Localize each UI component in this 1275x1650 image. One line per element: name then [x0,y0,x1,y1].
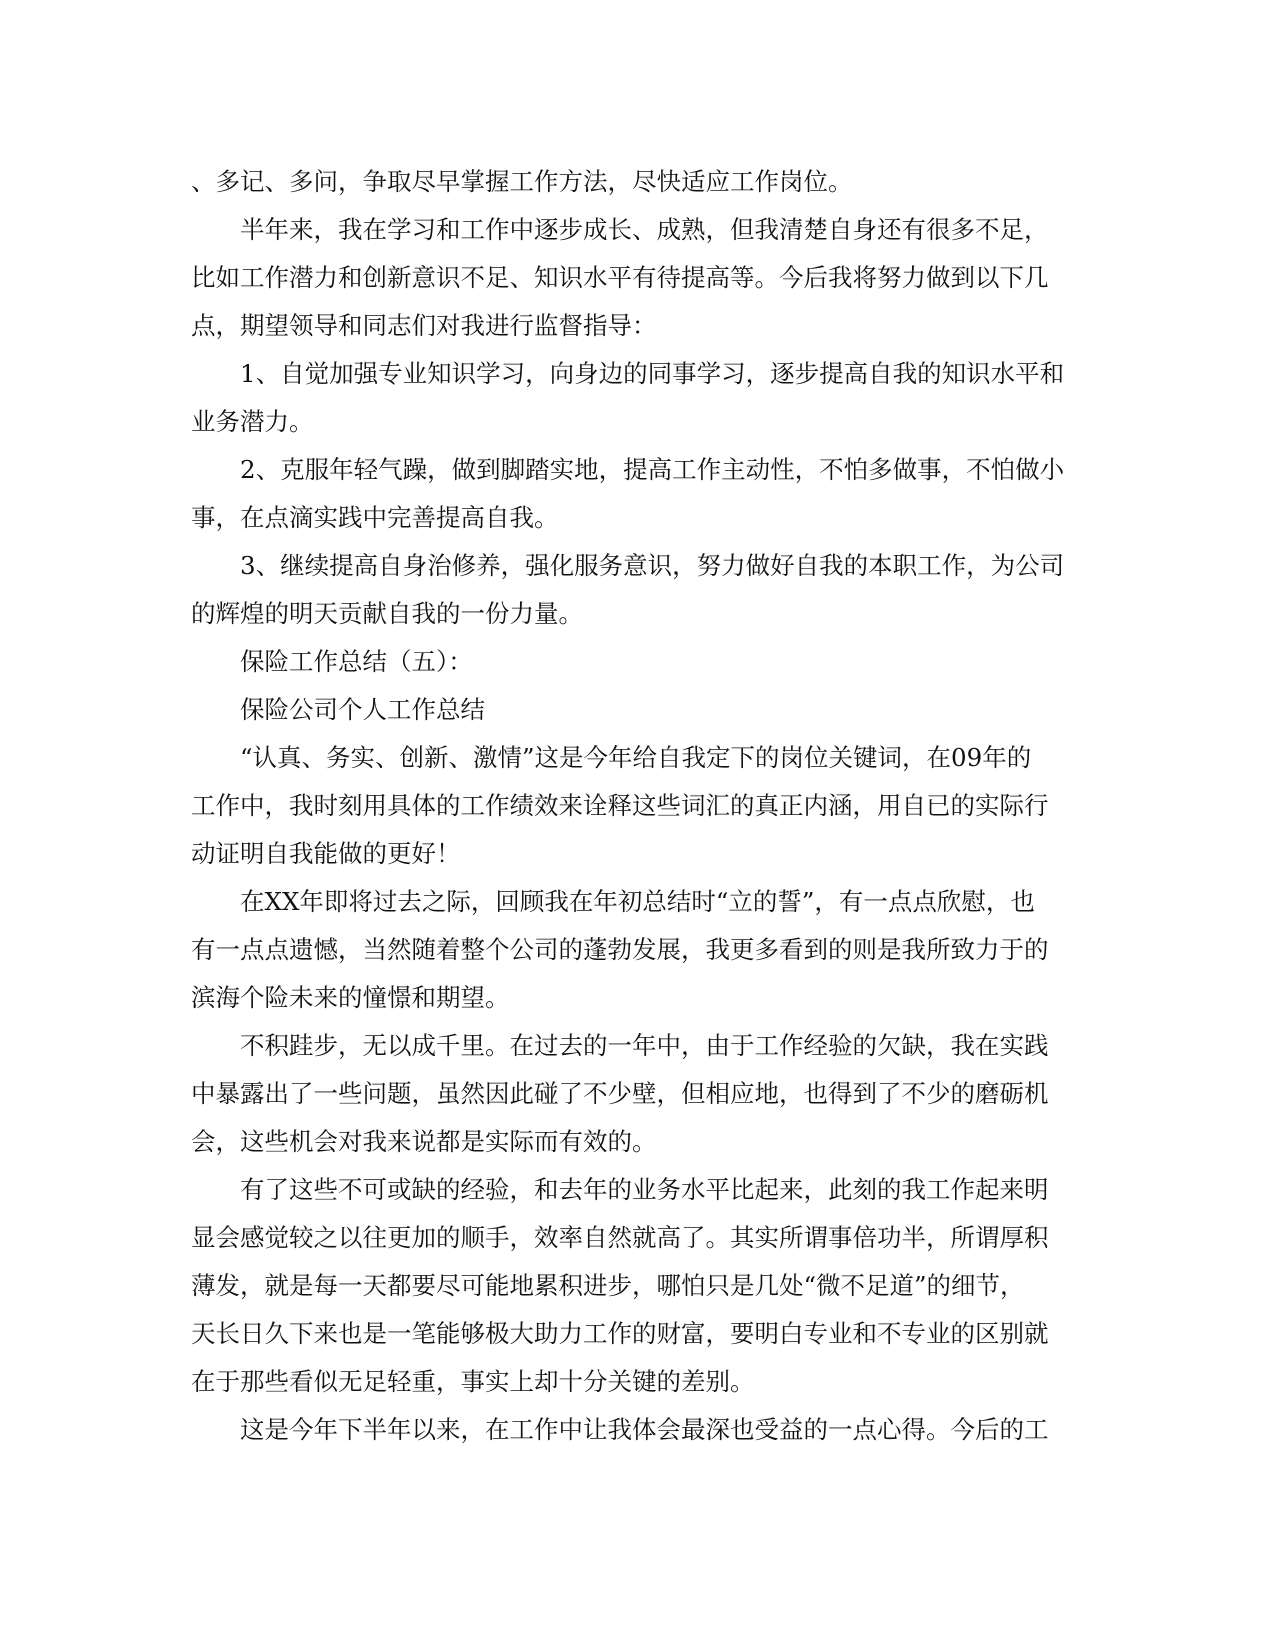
text-line: 比如工作潜力和创新意识不足、知识水平有待提高等。今后我将努力做到以下几 [191,263,1049,292]
text-line: “认真、务实、创新、激情”这是今年给自我定下的岗位关键词，在09年的 [240,743,1032,772]
text-line: 不积跬步，无以成千里。在过去的一年中，由于工作经验的欠缺，我在实践 [240,1031,1049,1060]
text-line: 薄发，就是每一天都要尽可能地累积进步，哪怕只是几处“微不足道”的细节， [191,1271,1025,1300]
text-line: 保险公司个人工作总结 [240,695,485,724]
text-line: 有了这些不可或缺的经验，和去年的业务水平比起来，此刻的我工作起来明 [240,1175,1049,1204]
text-line: 的辉煌的明天贡献自我的一份力量。 [191,599,583,628]
text-line: 在XX年即将过去之际，回顾我在年初总结时“立的誓”，有一点点欣慰，也 [240,887,1035,916]
text-line: 保险工作总结（五）： [240,647,473,676]
text-line: 有一点点遗憾，当然随着整个公司的蓬勃发展，我更多看到的则是我所致力于的 [191,935,1049,964]
text-line: 事，在点滴实践中完善提高自我。 [191,503,559,532]
text-line: 半年来，我在学习和工作中逐步成长、成熟，但我清楚自身还有很多不足， [240,215,1049,244]
text-line: 工作中，我时刻用具体的工作绩效来诠释这些词汇的真正内涵，用自已的实际行 [191,791,1049,820]
text-line: 、多记、多问，争取尽早掌握工作方法，尽快适应工作岗位。 [191,167,853,196]
text-line: 业务潜力。 [191,407,314,436]
text-line: 在于那些看似无足轻重，事实上却十分关键的差别。 [191,1367,755,1396]
text-line: 这是今年下半年以来，在工作中让我体会最深也受益的一点心得。今后的工 [240,1415,1049,1444]
text-line: 中暴露出了一些问题，虽然因此碰了不少壁，但相应地，也得到了不少的磨砺机 [191,1079,1049,1108]
text-line: 1、自觉加强专业知识学习，向身边的同事学习，逐步提高自我的知识水平和 [240,359,1065,388]
text-line: 2、克服年轻气躁，做到脚踏实地，提高工作主动性，不怕多做事，不怕做小 [240,455,1065,484]
text-line: 显会感觉较之以往更加的顺手，效率自然就高了。其实所谓事倍功半，所谓厚积 [191,1223,1049,1252]
text-line: 滨海个险未来的憧憬和期望。 [191,983,510,1012]
text-line: 天长日久下来也是一笔能够极大助力工作的财富，要明白专业和不专业的区别就 [191,1319,1049,1348]
text-line: 点，期望领导和同志们对我进行监督指导： [191,311,657,340]
text-line: 3、继续提高自身治修养，强化服务意识，努力做好自我的本职工作，为公司 [240,551,1065,580]
text-line: 动证明自我能做的更好！ [191,839,461,868]
text-line: 会，这些机会对我来说都是实际而有效的。 [191,1127,657,1156]
document-body [191,158,1081,1454]
